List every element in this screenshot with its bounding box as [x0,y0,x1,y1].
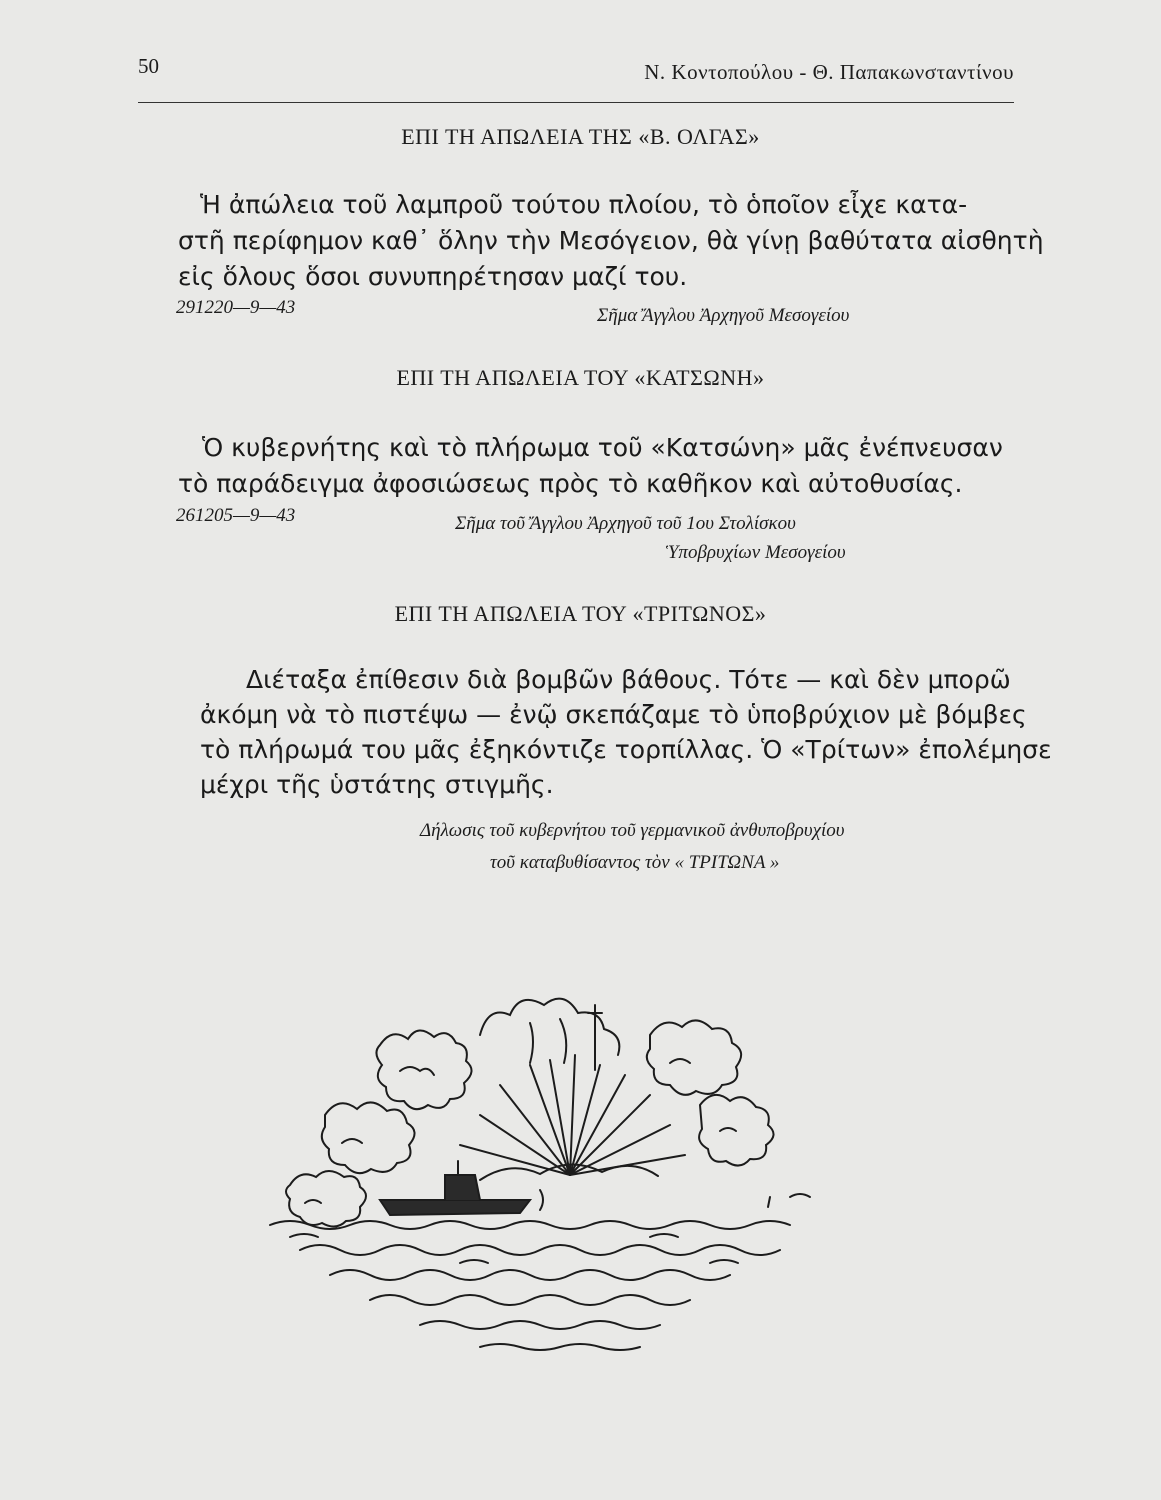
section-title-katsonis: ΕΠΙ ΤΗ ΑΠΩΛΕΙΑ ΤΟΥ «ΚΑΤΣΩΝΗ» [396,365,765,390]
quote-olga [178,187,1044,295]
quote-line: εἰς ὅλους ὅσοι συνυπηρέτησαν μαζί του. [178,262,688,291]
statement-triton-line1: Δήλωσις τοῦ κυβερνήτου τοῦ γερμανικοῦ ἀνθυποβρυχίου [420,820,845,841]
quote-line: τὸ πλήρωμά του μᾶς ἐξηκόντιζε τορπίλλας. Ὁ «Τρίτων» ἐπολέμησε [200,735,1052,764]
quote-line: Ἡ ἀπώλεια τοῦ λαμπροῦ τούτου πλοίου, τὸ ὁποῖον εἶχε κατα- [200,190,968,219]
page-number: 50 [138,54,159,78]
quote-line: μέχρι τῆς ὑστάτης στιγμῆς. [200,770,554,799]
quote-katsonis [178,430,1003,502]
section-title-olga: ΕΠΙ ΤΗ ΑΠΩΛΕΙΑ ΤΗΣ «Β. ΟΛΓΑΣ» [401,124,760,149]
quote-line: Διέταξα ἐπίθεσιν διὰ βομβῶν βάθους. Τότε — καὶ δὲν μπορῶ [246,665,1011,694]
statement-triton-line2: τοῦ καταβυθίσαντος τὸν « ΤΡΙΤΩΝΑ » [490,852,780,873]
quote-line: Ὁ κυβερνήτης καὶ τὸ πλήρωμα τοῦ «Κατσώνη» μᾶς ἐνέπνευσαν [202,433,1003,462]
reference-katsonis: 261205—9—43 [176,505,296,526]
quote-triton [200,662,1052,802]
quote-line: στῆ περίφημον καθ᾽ ὅλην τὴν Μεσόγειον, θὰ γίνῃ βαθύτατα αἰσθητὴ [178,226,1044,255]
signal-katsonis-line1: Σῆμα τοῦ Ἄγγλου Ἀρχηγοῦ τοῦ 1ου Στολίσκου [455,513,796,534]
page-header [138,50,1014,103]
section-title-triton: ΕΠΙ ΤΗ ΑΠΩΛΕΙΑ ΤΟΥ «ΤΡΙΤΩΝΟΣ» [394,601,767,626]
signal-katsonis-line2: Ὑποβρυχίων Μεσογείου [666,542,846,563]
signal-olga: Σῆμα Ἄγγλου Ἀρχηγοῦ Μεσογείου [597,305,850,326]
running-head: Ν. Κοντοπούλου - Θ. Παπακωνσταντίνου [644,60,1014,84]
reference-olga: 291220—9—43 [176,297,296,318]
explosion-illustration [230,975,830,1365]
quote-line: ἀκόμη νὰ τὸ πιστέψω — ἐνῷ σκεπάζαμε τὸ ὑποβρύχιον μὲ βόμβες [200,700,1027,729]
quote-line: τὸ παράδειγμα ἀφοσιώσεως πρὸς τὸ καθῆκον καὶ αὐτοθυσίας. [178,469,963,498]
